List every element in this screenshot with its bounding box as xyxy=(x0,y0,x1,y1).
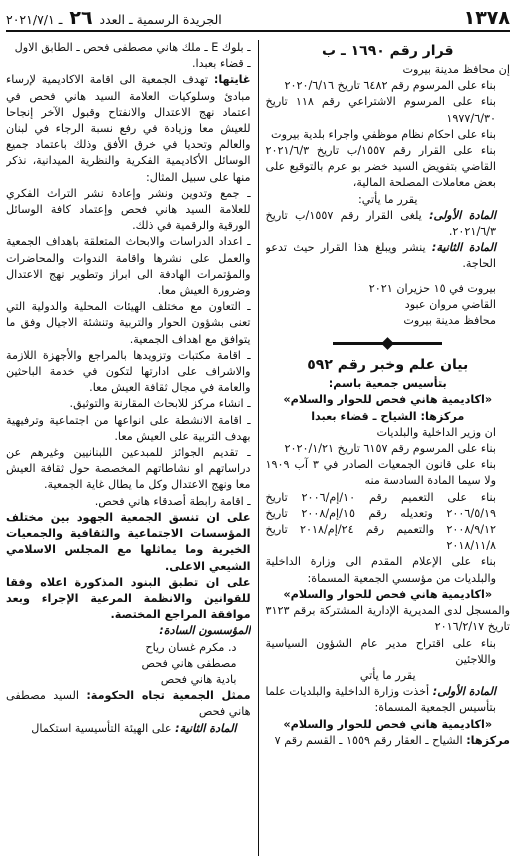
sign-role: محافظ مدينة بيروت xyxy=(403,314,496,328)
assoc-name: «اكاديمية هاني فحص للحوار والسلام» xyxy=(283,587,493,601)
text-line: إن محافظ مدينة بيروت xyxy=(402,63,510,76)
text-line: ـ بلوك E ـ ملك هاني مصطفى فحص ـ الطابق الاول xyxy=(14,41,251,54)
decision-title: قرار رقم ١٦٩٠ ـ ب xyxy=(322,43,454,59)
founders-label: المؤسسون السادة: xyxy=(159,624,251,638)
page-header xyxy=(6,6,510,32)
assoc-name: «اكاديمية هاني فحص للحوار والسلام» xyxy=(283,393,493,407)
goals-text: تهدف الجمعية الى اقامة الاكاديمية لإرساء مبادئ وسلوكيات العلامة السيد هاني فحص في اعتماد نهج الاعتدال والانفتاح وقبول الآخر إنجاحا للعيش معا وزيادة في رفع نسبة الرجاء في لبنان والعالم وتحديا في خرق الأفق وذلك باعتماد جميع الوسائل الأكاديمية الفكرية والنظرية الميدانية، نذكر منها على سبيل المثال: xyxy=(6,73,251,184)
list-item: ـ اعداد الدراسات والابحاث المتعلقة باهداف الجمعية والعمل على نشرها واقامة الندوات والمحاضرات والمؤتمرات الهادفة الى ابراز وتطوير نهج الاعتدال وضرورة العيش معا. xyxy=(6,235,251,298)
diamond-ornament xyxy=(381,337,394,350)
decides-line: يقرر ما يأتي xyxy=(359,668,416,682)
gazette-date: ـ ٢٠٢١/٧/١ xyxy=(6,12,63,27)
list-item: ـ اقامة مكتبات وتزويدها بالمراجع والأجهزة اللازمة والاشراف على ادارتها لتكون في خدمة الباحثين والعامة في مجال ثقافة العيش معا. xyxy=(6,348,251,395)
representative-name: السيد مصطفى هاني فحص xyxy=(6,689,251,719)
article-2 xyxy=(6,721,251,737)
hq-label: مركزها: xyxy=(466,733,510,747)
assoc-location: مركزها: الشياح ـ قضاء بعبدا xyxy=(311,409,465,423)
text-line: بناء على المرسوم الاشتراعي رقم ١١٨ تاريخ ١٩٧٧/٦/٣٠ xyxy=(265,95,496,125)
article-text: على الهيئة التأسيسية استكمال xyxy=(31,721,172,735)
article-label: المادة الثانية: xyxy=(175,721,237,735)
article-text: يلغى القرار رقم ١٥٥٧/ب تاريخ ٢٠٢١/٦/٣. xyxy=(265,208,496,239)
text-line: بناء على اقتراح مدير عام الشؤون السياسية واللاجئين xyxy=(265,636,496,666)
article-1 xyxy=(266,684,511,716)
text-line: بناء على التعميم رقم ١٠/إم/٢٠٠٦ تاريخ ٢٠٠٦/٥/١٩ وتعديله رقم ١٥/إم/٢٠٠٨ تاريخ ٢٠٠٨/٩/١٢ والتعميم رقم ٢٤/إم/٢٠١٨ تاريخ ٢٠١٨/١١/٨ xyxy=(265,490,496,553)
article-2 xyxy=(266,240,511,272)
right-column xyxy=(266,40,511,856)
list-item: ـ اقامة رابطة أصدقاء هاني فحص. xyxy=(94,494,251,508)
text-line: بناء على قانون الجمعيات الصادر في ٣ آب ١٩٠٩ ولا سيما المادة السادسة منه xyxy=(265,458,496,488)
clause-coordination: على ان تنسق الجمعية الجهود بين مختلف المؤسسات الاجتماعية والثقافية والجمعيات الخيرية وما يماثلها مع المجلس الاسلامي الشيعي الاعلى. xyxy=(6,510,251,573)
page-number: ١٣٧٨ xyxy=(463,7,510,29)
list-item: ـ التعاون مع مختلف الهيئات المحلية والدولية التي تعنى بشؤون الحوار والتربية وتنشئة الاجيال وفق ما يتوافق مع اهداف الجمعية. xyxy=(6,300,251,346)
hq-line xyxy=(266,733,511,749)
founder-name: مصطفى هاني فحص xyxy=(141,656,237,670)
notice-subtitle: بتأسيس جمعية باسم: xyxy=(328,377,447,391)
text-line: ان وزير الداخلية والبلديات xyxy=(376,425,496,439)
list-item: ـ انشاء مركز للابحاث المقارنة والتوثيق. xyxy=(69,397,251,411)
text-line: بناء على القرار رقم ١٥٥٧/ب تاريخ ٢٠٢١/٦/٣ القاضي بتفويض السيد خضر بو عرم بالتوقيع على بعض معاملات المصلحة المالية، xyxy=(265,144,496,190)
text-line: بناء على احكام نظام موظفي واجراء بلدية بيروت xyxy=(271,127,496,141)
text-line: والمسجل لدى المديرية الإدارية المشتركة برقم ٣١٢٣ تاريخ ٢٠١٦/٢/١٧ xyxy=(265,604,510,634)
list-item: ـ اقامة الانشطة على انواعها من اجتماعية وترفيهية بهدف التربية على العيش معا. xyxy=(6,413,251,443)
column-divider xyxy=(258,40,259,856)
article-label: المادة الأولى: xyxy=(429,208,497,222)
article-1 xyxy=(266,208,511,240)
article-label: المادة الثانية: xyxy=(431,241,496,255)
text-line: بناء على المرسوم رقم ٦٤٨٢ تاريخ ٢٠٢٠/٦/١٦ xyxy=(284,79,496,93)
columns xyxy=(6,40,510,856)
sign-date: بيروت في ١٥ حزيران ٢٠٢١ xyxy=(368,281,496,295)
founder-name: د. مكرم غسان رياح xyxy=(145,640,237,654)
goals-paragraph xyxy=(6,72,251,185)
article-label: المادة الأولى: xyxy=(432,685,496,699)
goals-label: غايتها: xyxy=(213,73,251,87)
article-text: ينشر ويبلغ هذا القرار حيث تدعو الحاجة. xyxy=(265,241,496,271)
text-line: ـ قضاء بعبدا. xyxy=(191,57,251,71)
left-column xyxy=(6,40,251,856)
gazette-info xyxy=(6,7,222,29)
hq-text: الشياح ـ العقار رقم ١٥٥٩ ـ القسم رقم ٧ xyxy=(274,733,463,747)
gazette-name: الجريدة الرسمية ـ العدد xyxy=(99,12,222,27)
representative-line xyxy=(6,688,251,720)
list-item: ـ جمع وتدوين ونشر وإعادة نشر التراث الفكري للعلامة السيد هاني فحص وإعتماد كافة الوسائل الورقية والرقمية في ذلك. xyxy=(6,186,251,233)
list-item: ـ تقديم الجوائز للمبدعين اللبنانيين وغيرهم عن دراساتهم او نشاطاتهم المخصصة حول ثقافة العيش معا ونهج الاعتدال وكل ما يطال غاية الجمعية. xyxy=(6,446,251,492)
assoc-name: «اكاديمية هاني فحص للحوار والسلام» xyxy=(283,717,493,731)
clause-compliance: على ان تطبق البنود المذكورة اعلاه وفقا للقوانين والانظمة المرعية الإجراء وبعد موافقة المراجع المختصة. xyxy=(6,575,251,622)
decides-line: يقرر ما يأتي: xyxy=(357,192,418,206)
section-separator xyxy=(266,339,511,348)
issue-number: ٢٦ xyxy=(69,7,93,29)
notice-title: بيان علم وخبر رقم ٥٩٢ xyxy=(307,357,469,374)
article-text: أخذت وزارة الداخلية والبلديات علما بتأسيس الجمعية المسماة: xyxy=(265,685,496,715)
text-line: بناء على المرسوم رقم ٦١٥٧ تاريخ ٢٠٢٠/١/٢١ xyxy=(284,442,496,456)
sign-judge: القاضي مروان عبود xyxy=(404,297,496,311)
text-line: بناء على الإعلام المقدم الى وزارة الداخلية والبلديات من مؤسسي الجمعية المسماة: xyxy=(265,555,496,585)
representative-label: ممثل الجمعية تجاه الحكومة: xyxy=(86,689,251,703)
founder-name: بادية هاني فحص xyxy=(160,672,237,686)
